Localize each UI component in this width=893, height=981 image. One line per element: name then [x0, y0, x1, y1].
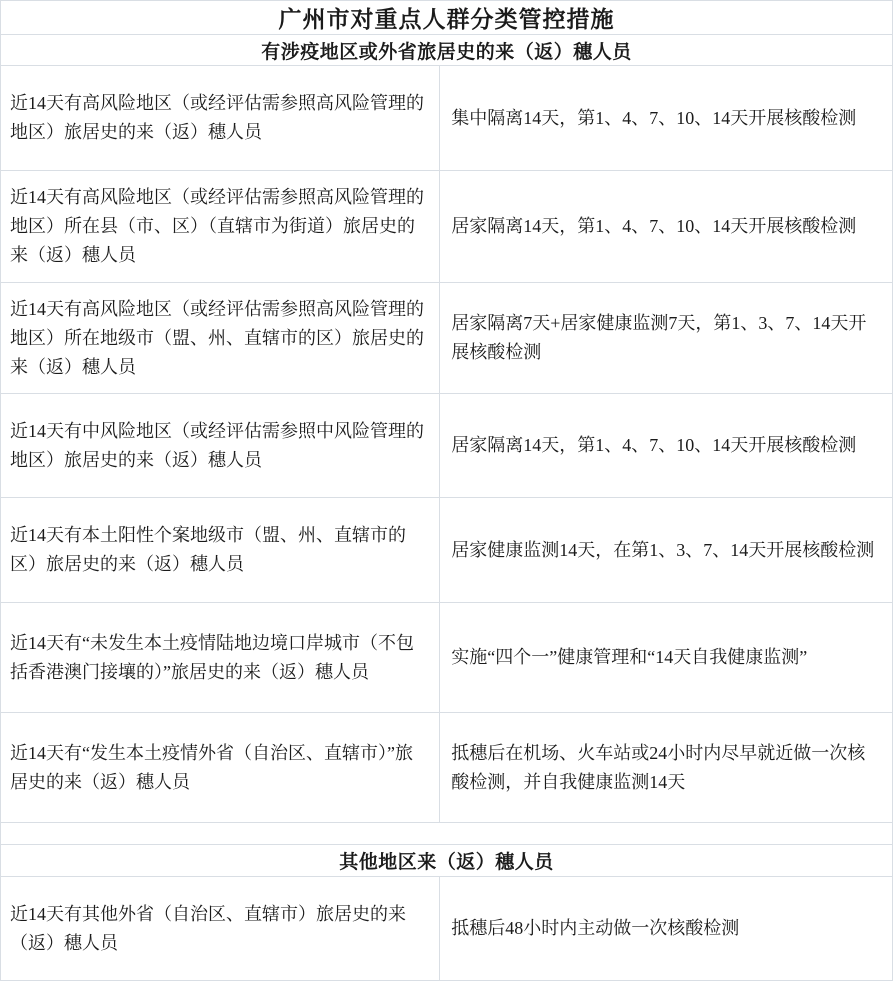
section-header-epidemic-areas: 有涉疫地区或外省旅居史的来（返）穗人员: [1, 35, 892, 66]
page-title: 广州市对重点人群分类管控措施: [1, 1, 892, 35]
cell-measure: 抵穗后48小时内主动做一次核酸检测: [451, 918, 740, 938]
cell-group: 近14天有中风险地区（或经评估需参照中风险管理的地区）旅居史的来（返）穗人员: [1, 394, 440, 497]
table-row: [1, 603, 892, 713]
cell-group: 近14天有其他外省（自治区、直辖市）旅居史的来（返）穗人员: [1, 877, 440, 980]
cell-group: 近14天有高风险地区（或经评估需参照高风险管理的地区）所在县（市、区）（直辖市为街道）旅居史的来（返）穗人员: [1, 171, 440, 282]
table-row: [1, 394, 892, 498]
cell-group: 近14天有“发生本土疫情外省（自治区、直辖市）”旅居史的来（返）穗人员: [1, 713, 440, 822]
table-row: [1, 283, 892, 394]
table-row: [1, 66, 892, 171]
cell-group: 近14天有高风险地区（或经评估需参照高风险管理的地区）旅居史的来（返）穗人员: [1, 66, 440, 170]
spacer-row: [1, 823, 892, 845]
table-row: [1, 713, 892, 823]
cell-measure: 居家隔离7天+居家健康监测7天，第1、3、7、14天开展核酸检测: [451, 313, 867, 362]
cell-measure: 居家隔离14天，第1、4、7、10、14天开展核酸检测: [451, 435, 857, 455]
cell-group: 近14天有本土阳性个案地级市（盟、州、直辖市的区）旅居史的来（返）穗人员: [1, 498, 440, 602]
table-row: [1, 877, 892, 980]
cell-measure: 抵穗后在机场、火车站或24小时内尽早就近做一次核酸检测，并自我健康监测14天: [451, 742, 866, 792]
cell-measure: 居家隔离14天，第1、4、7、10、14天开展核酸检测: [451, 216, 857, 236]
cell-group: 近14天有“未发生本土疫情陆地边境口岸城市（不包括香港澳门接壤的）”旅居史的来（返）穗人员: [1, 603, 440, 712]
table-row: [1, 498, 892, 603]
cell-group: 近14天有高风险地区（或经评估需参照高风险管理的地区）所在地级市（盟、州、直辖市的区）旅居史的来（返）穗人员: [1, 283, 440, 393]
cell-measure: 集中隔离14天，第1、4、7、10、14天开展核酸检测: [451, 107, 857, 128]
table-row: [1, 171, 892, 283]
cell-measure: 实施“四个一”健康管理和“14天自我健康监测”: [451, 647, 808, 667]
section-header-other-areas: 其他地区来（返）穗人员: [1, 845, 892, 877]
cell-measure: 居家健康监测14天，在第1、3、7、14天开展核酸检测: [451, 539, 875, 560]
